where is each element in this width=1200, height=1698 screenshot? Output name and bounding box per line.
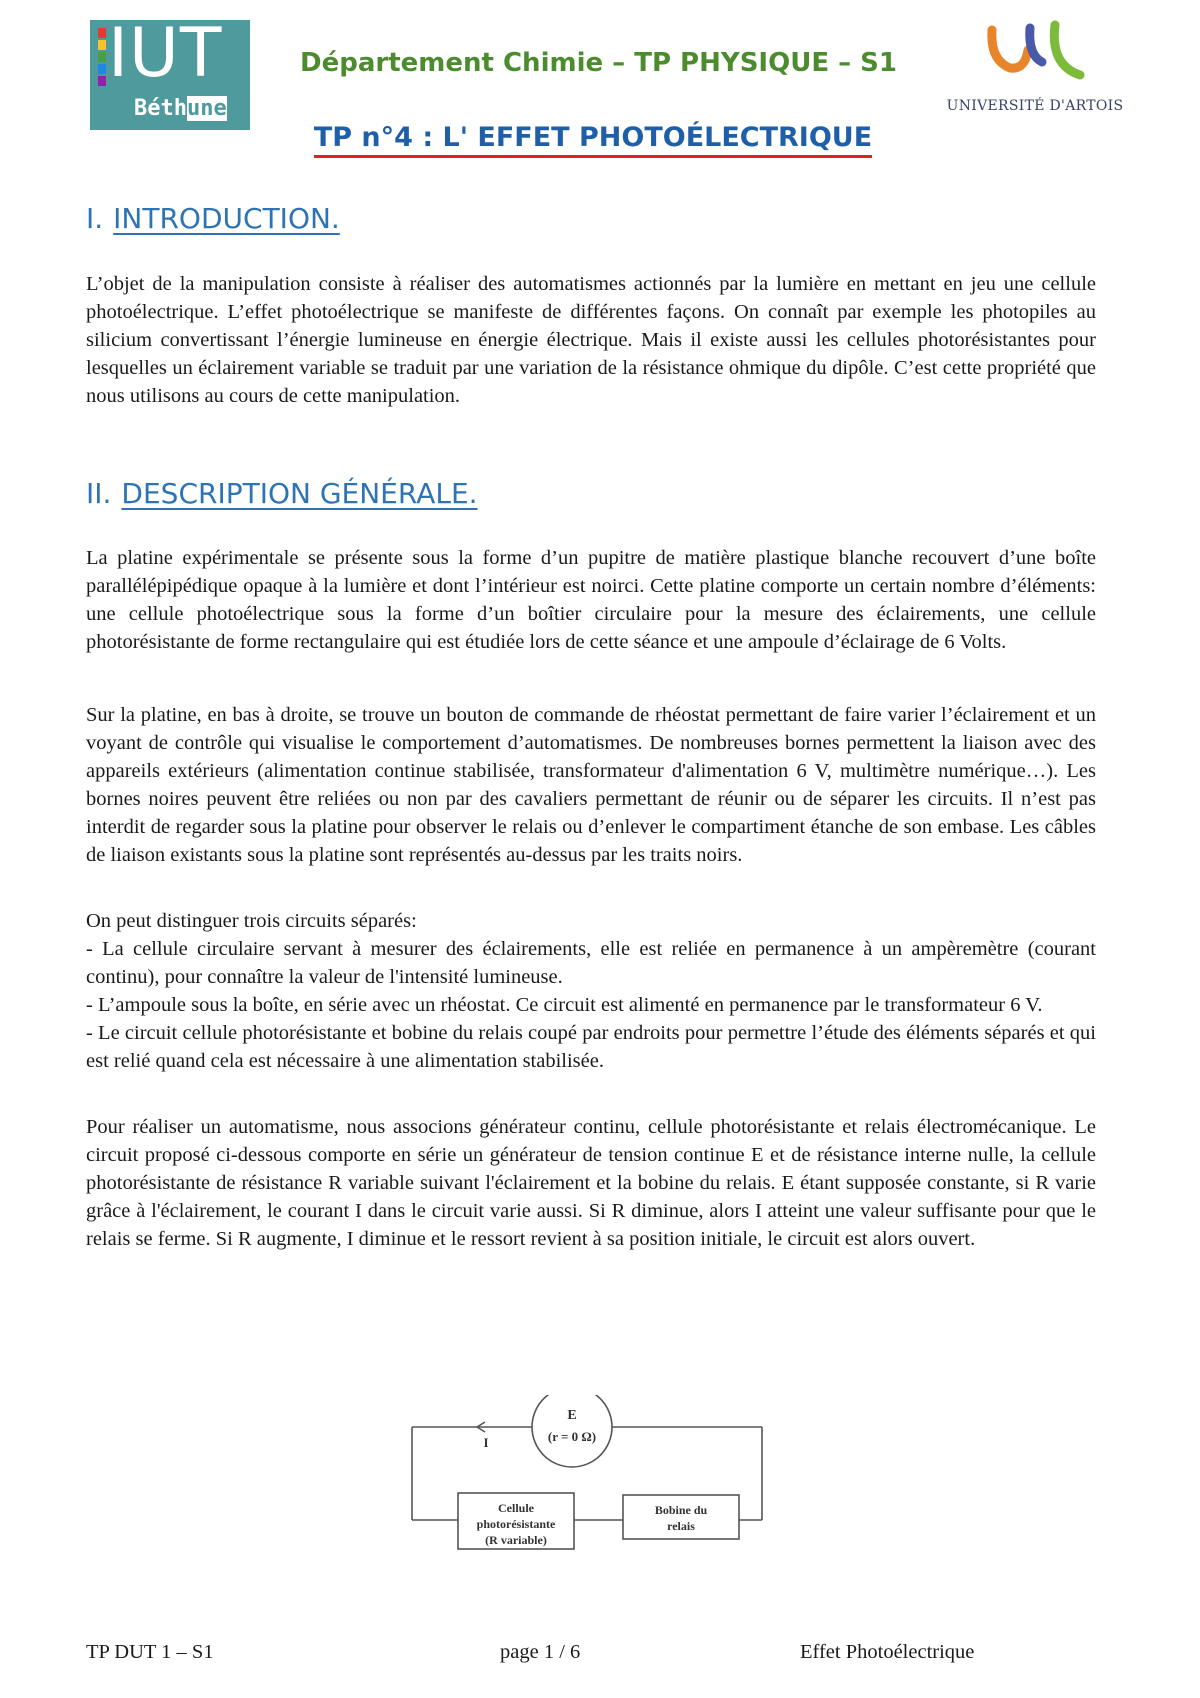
- description-paragraph-3: Pour réaliser un automatisme, nous associons générateur continu, cellule photorésistante et relais électromécanique. Le circuit proposé ci-dessous comporte en série un générateur de tension continue E et de résistance interne nulle, la cellule photorésistante de résistance R variable suivant l'éclairement et la bobine du relais. E étant supposée constante, si R varie grâce à l'éclairement, le courant I dans le circuit varie aussi. Si R diminue, alors I atteint une valeur suffisante pour que le relais se ferme. Si R augmente, I diminue et le ressort revient à sa position initiale, le circuit est alors ouvert.: [86, 1116, 1096, 1250]
- tp-title-text: TP n°4 : L' EFFET PHOTOÉLECTRIQUE: [314, 122, 872, 158]
- description-paragraph-2: Sur la platine, en bas à droite, se trouve un bouton de commande de rhéostat permettant de faire varier l’éclairement et un voyant de contrôle qui visualise le comportement d’automatismes. De nombreuses bornes permettent la liaison avec des appareils extérieurs (alimentation continue stabilisée, transformateur d'alimentation 6 V, multimètre numérique…). Les bornes noires peuvent être reliées ou non par des cavaliers permettant de réunir ou de séparer les circuits. Il n’est pas interdit de regarder sous la platine pour observer le relais ou d’enlever le compartiment étanche de son embase. Les câbles de liaison existants sous la platine sont représentés au-dessus par les traits noirs.: [86, 704, 1096, 866]
- logo-city-text: [134, 96, 227, 121]
- tp-title: [0, 122, 1186, 153]
- logo-city-part2: une: [186, 96, 227, 121]
- section-title: INTRODUCTION.: [113, 202, 340, 235]
- circuit-diagram: [400, 1395, 800, 1580]
- description-paragraph-1: La platine expérimentale se présente sous la forme d’un pupitre de matière plastique blanche recouvert d’une boîte parallélépipédique opaque à la lumière et dont l’intérieur est noirci. Cette platine comporte un certain nombre d’éléments: une cellule photoélectrique sous la forme d’un boîtier circulaire pour la mesure des éclairements, une cellule photorésistante de forme rectangulaire qui est étudiée lors de cette séance et une ampoule d’éclairage de 6 Volts.: [86, 547, 1096, 653]
- intro-paragraph: L’objet de la manipulation consiste à réaliser des automatismes actionnés par la lumière en mettant en jeu une cellule photoélectrique. L’effet photoélectrique se manifeste de différentes façons. On connaît par exemple les photopiles au silicium convertissant l’énergie lumineuse en énergie électrique. Mais il existe aussi les cellules photorésistantes pour lesquelles un éclairement variable se traduit par une variation de la résistance ohmique du dipôle. C’est cette propriété que nous utilisons au cours de cette manipulation.: [86, 273, 1096, 407]
- circuits-list: [86, 907, 1096, 1075]
- coil-label-line1: Bobine du: [654, 1503, 708, 1517]
- iut-bethune-logo: [90, 14, 250, 130]
- cell-label-line3: (R variable): [485, 1533, 547, 1547]
- logo-city-part1: Béth: [134, 96, 187, 121]
- list-item: - Le circuit cellule photorésistante et bobine du relais coupé par endroits pour permettre l’étude des éléments séparés et qui est relié quand cela est nécessaire à une alimentation stabilisée.: [86, 1022, 1096, 1072]
- footer-topic: Effet Photoélectrique: [800, 1641, 975, 1663]
- footer-page-number: page 1 / 6: [500, 1641, 581, 1663]
- section-heading-description: [86, 477, 478, 510]
- list-intro: On peut distinguer trois circuits séparés:: [86, 910, 417, 932]
- section-number: II.: [86, 477, 112, 510]
- coil-label-line2: relais: [667, 1519, 695, 1533]
- current-label: I: [483, 1435, 489, 1450]
- footer-course: TP DUT 1 – S1: [86, 1641, 214, 1663]
- generator-label: E: [567, 1408, 577, 1423]
- artois-mark-icon: [980, 20, 1090, 90]
- section-heading-introduction: [86, 202, 340, 235]
- logo-color-bars: [98, 28, 106, 88]
- university-name: UNIVERSITÉ D'ARTOIS: [946, 98, 1124, 114]
- cell-label-line2: photorésistante: [476, 1517, 556, 1531]
- department-title: Département Chimie – TP PHYSIQUE – S1: [300, 48, 897, 78]
- list-item: - L’ampoule sous la boîte, en série avec un rhéostat. Ce circuit est alimenté en permanence par le transformateur 6 V.: [86, 994, 1043, 1016]
- cell-label-line1: Cellule: [498, 1501, 534, 1515]
- section-number: I.: [86, 202, 104, 235]
- section-title: DESCRIPTION GÉNÉRALE.: [121, 477, 478, 510]
- universite-artois-logo: [945, 20, 1125, 120]
- logo-iut-text: IUT: [108, 14, 223, 93]
- list-item: - La cellule circulaire servant à mesurer des éclairements, elle est reliée en permanence à un ampèremètre (courant continu), pour connaître la valeur de l'intensité lumineuse.: [86, 938, 1096, 988]
- generator-sub-label: (r = 0 Ω): [547, 1429, 597, 1444]
